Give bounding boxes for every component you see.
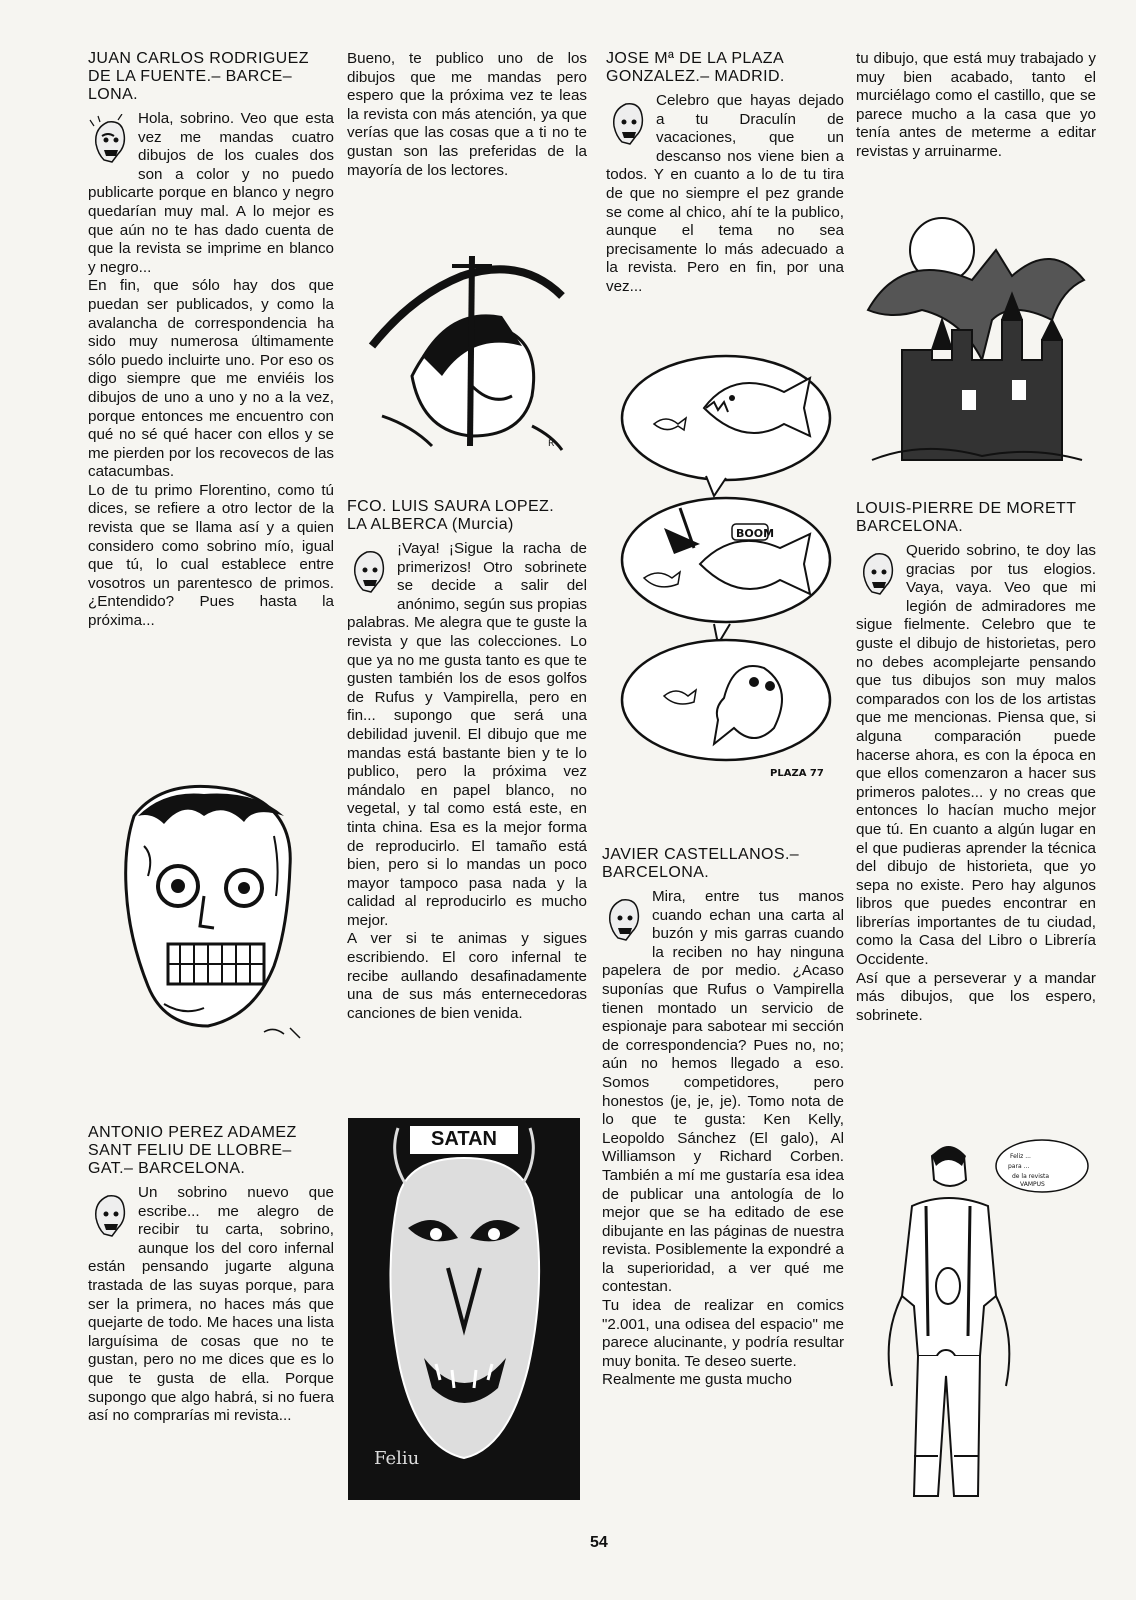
column-2	[347, 50, 587, 180]
satan-drawing	[348, 1118, 580, 1500]
comic-panel-1	[622, 356, 830, 496]
letter-body: Realmente me gusta mucho	[602, 1371, 792, 1389]
letter-body: tu dibujo, que está muy trabajado y muy bien acabado, tanto el murciélago como el castillo, que se parece mucho a la casa que yo tenía antes de meterme a editar revistas y arruinarme.	[856, 50, 1096, 160]
artist-signature: Feliu	[374, 1448, 420, 1469]
letter-louis-pierre	[856, 500, 1096, 1025]
comic-panel-3	[622, 640, 830, 760]
warrior-drawing	[352, 236, 584, 456]
comic-panel-2	[622, 498, 830, 644]
svg-text:de la revista: de la revista	[1012, 1173, 1050, 1180]
comic-sound-effect: BOOM	[736, 527, 775, 540]
letter-body: A ver si te animas y sigues escribiendo. El coro infernal te recibe aullando desafinadamente una de sus más enternecedoras canciones de bien venida.	[347, 930, 587, 1022]
uncle-creepy-icon	[88, 114, 132, 166]
letter-body: ¡Vaya! ¡Sigue la racha de primerizos! Otro sobrinete se decide a salir del anónimo, según sus propias palabras. Me alegra que te guste la revista y que las colecciones. Lo que ya no me gusta tanto es que te gusten también los de esos golfos de Rufus y Vampirella, pero en fin... supongo que será una debilidad juvenil. El dibujo que me mandas está bastante bien y te lo publico, pero la próxima vez mándalo en papel blanco, no vegetal, y tal como está este, en tinta china. Esa es la mejor forma de reproducirlo. El tamaño está bien, pero si lo mandas un poco mayor tampoco pasa nada y la calidad al reproducirlo es mucho mejor.	[347, 540, 587, 929]
letter-body: Así que a perseverar y a mandar más dibujos, que los espero, sobrinete.	[856, 969, 1096, 1024]
letter-body: Querido sobrino, te doy las gracias por tus elogios. Vaya, vaya. Veo que mi legión de admiradores me sigue fielmente. Celebro que te guste el dibujo de historietas, pero no debes acomplejarte pensando que tus dibujos son muy malos comparados con los de los artistas que me mencionas. Piensa que, si alguna comparación puede hacerse ahora, es con la época en que ellos comenzaron a hacer sus primeros palotes... y no creas que entonces lo hacían mucho mejor que tú. En cuanto a algún lugar en el que pudieras aprender la técnica del dibujo de historieta, que yo sepa no existe. Pero hay algunos libros que puedes encontrar en librerías importantes de tu ciudad, como la Casa del Libro o Librería Occidente.	[856, 542, 1096, 969]
superhero-drawing	[862, 1136, 1094, 1516]
uncle-creepy-icon	[602, 892, 646, 944]
svg-text:VAMPUS: VAMPUS	[1020, 1181, 1045, 1188]
letter-body: Lo de tu primo Florentino, como tú dices, se refiere a otro lector de la revista que se llama así y a quien considero como sobrino mío, igual que tú, lo cual establece entre vosotros un parentesco de primos. ¿Entendido? Pues hasta la próxima...	[88, 481, 334, 630]
uncle-creepy-icon	[88, 1188, 132, 1240]
letter-header: JUAN CARLOS RODRIGUEZ DE LA FUENTE.– BARCE– LONA.	[88, 50, 309, 103]
letter-body: Bueno, te publico uno de los dibujos que me mandas pero espero que la próxima vez te leas la revista con más atención, ya que verías que las cosas que a ti no te gustan son las preferidas de la mayoría de los lectores.	[347, 50, 587, 179]
letter-header: LOUIS-PIERRE DE MORETT BARCELONA.	[856, 500, 1077, 535]
svg-text:Feliz ...: Feliz ...	[1010, 1153, 1031, 1160]
letter-header: JOSE Mª DE LA PLAZA GONZALEZ.– MADRID.	[606, 50, 785, 85]
satan-title: SATAN	[431, 1128, 497, 1150]
letter-body: Un sobrino nuevo que escribe... me alegro de recibir tu carta, sobrino, aunque los del coro infernal están pensando jugarte alguna trastada de las suyas porque, para ser la primera, no haces más que quejarte de todo. Me haces una lista larguísima de cosas que no te gustan, pero no me dices que es lo que te gusta de ella. Porque supongo que algo habrá, si no fuera así no comprarías mi revista...	[88, 1184, 334, 1425]
letter-body: Hola, sobrino. Veo que esta vez me mandas cuatro dibujos de los cuales dos son a color y no puedo publicarte porque en blanco y negro quedarían muy mal. A lo mejor es que aún no te has dado cuenta de que la revista se imprime en blanco y negro...	[88, 110, 334, 276]
svg-text:para ...: para ...	[1008, 1163, 1030, 1170]
letter-header: FCO. LUIS SAURA LOPEZ. LA ALBERCA (Murcia)	[347, 498, 555, 533]
letter-header: JAVIER CASTELLANOS.– BARCELONA.	[602, 846, 800, 881]
letter-javier-castellanos	[602, 846, 844, 1390]
uncle-creepy-icon	[856, 546, 900, 598]
satan-face-illustration	[348, 1118, 580, 1500]
letter-body: En fin, que sólo hay dos que puedan ser publicados, y como la avalancha de correspondencia ha sido muy numerosa últimamente sólo puedo incluirte uno. Por eso os digo siempre que me enviéis los dibujos de uno a uno y no a la vez, porque entonces me encuentro con qué no sé qué hacer con ellos y se me pierden por los recovecos de las catacumbas.	[88, 277, 334, 481]
letter-body: Celebro que hayas dejado a tu Draculín de vacaciones, que un descanso nos viene bien a todos. Y en cuanto a lo de tu tira de que no siempre el pez grande se come al chico, ahí te la publico, aunque el tema no sea precisamente lo más adecuado a la revista. Pero en fin, por una vez...	[606, 92, 844, 295]
column-1	[88, 50, 334, 631]
uncle-creepy-icon	[606, 96, 650, 148]
zombie-drawing	[104, 776, 314, 1056]
letter-body: Mira, entre tus manos cuando echan una carta al buzón y mis garras cuando la reciben no hay ninguna papelera de por medio. ¿Acaso suponías que Rufus o Vampirella tienen montado un servicio de espionaje para sabotear mi sección de correspondencia? Pues no, no; aún no hemos llegado a eso. Somos competidores, pero honestos (je, je, je). Tomo nota de lo que te gusta: Ken Kelly, Leopoldo Sánchez (El galo), Al Williamson y Richard Corben. También a mí me gustaría esa idea de publicar una antología de lo mejor que se ha editado de ese dibujante en las páginas de nuestra revista. Posiblemente la expondré a la superioridad, a ver qué me contestan.	[602, 888, 844, 1296]
svg-text:R: R	[548, 439, 555, 449]
uncle-creepy-icon	[347, 544, 391, 596]
letter-antonio-perez	[88, 1124, 334, 1426]
letter-header: ANTONIO PEREZ ADAMEZ SANT FELIU DE LLOBRE– GAT.– BARCELONA.	[88, 1124, 297, 1177]
letter-body: Tu idea de realizar en comics "2.001, una odisea del espacio" me parece alucinante, y podría resultar muy bonita. Te deseo suerte.	[602, 1297, 844, 1370]
column-3	[606, 50, 844, 297]
svg-text:PLAZA 77: PLAZA 77	[770, 768, 824, 779]
letter-fco-luis-saura	[347, 498, 587, 1023]
bat-castle-drawing	[862, 210, 1088, 466]
column-4	[856, 50, 1096, 162]
page-number: 54	[590, 1534, 608, 1551]
fish-comic-strip	[614, 348, 840, 788]
